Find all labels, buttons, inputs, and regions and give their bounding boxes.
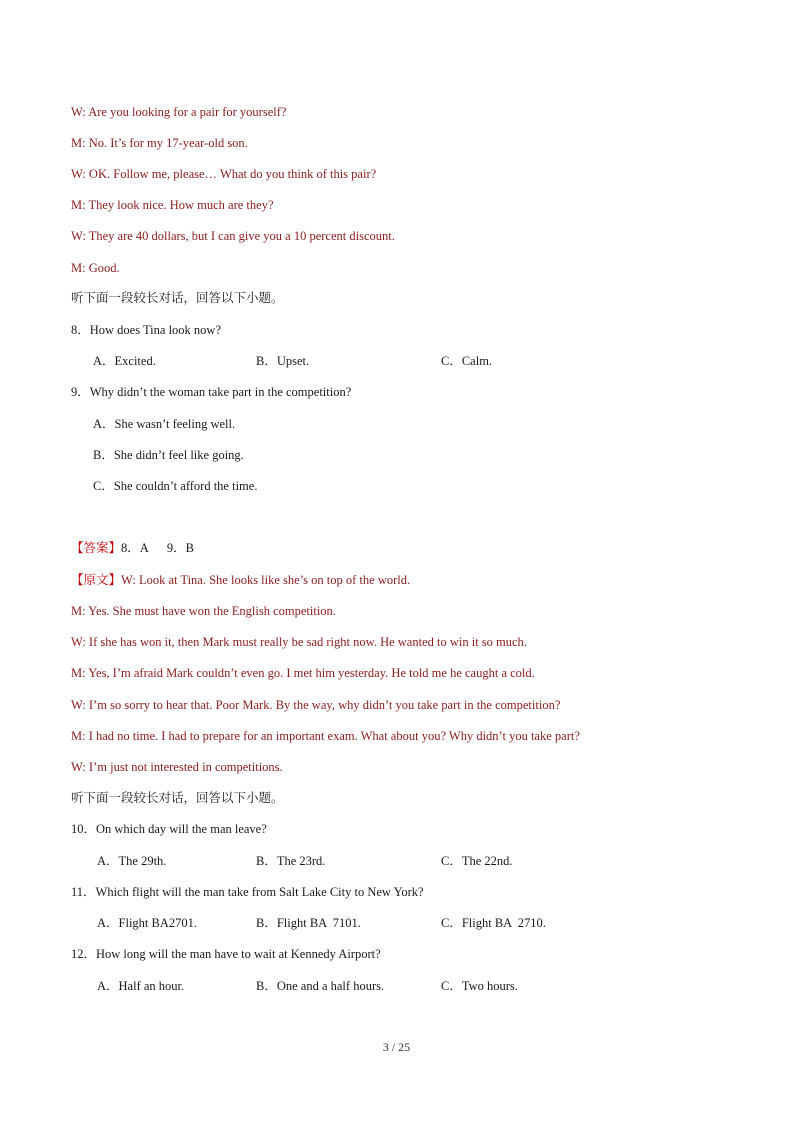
- transcript-first-line: [71, 572, 410, 588]
- q10-option-b: B．The 23rd.: [256, 854, 326, 868]
- dialogue-line: M: They look nice. How much are they?: [71, 198, 274, 212]
- transcript-line: M: Yes, I’m afraid Mark couldn’t even go. I met him yesterday. He told me he caught a cold.: [71, 666, 535, 680]
- section-instruction: 听下面一段较长对话，回答以下小题。: [71, 290, 284, 305]
- transcript-line: M: Yes. She must have won the English competition.: [71, 604, 336, 618]
- question-8: 8．How does Tina look now?: [71, 323, 222, 337]
- q12-option-a: A．Half an hour.: [97, 979, 185, 993]
- section-instruction: 听下面一段较长对话，回答以下小题。: [71, 790, 284, 805]
- q11-option-c: C．Flight BA 2710.: [441, 916, 546, 930]
- transcript-line: W: If she has won it, then Mark must really be sad right now. He wanted to win it so much.: [71, 635, 527, 649]
- transcript-line: M: I had no time. I had to prepare for an important exam. What about you? Why didn’t you take part?: [71, 729, 580, 743]
- dialogue-line: M: No. It’s for my 17-year-old son.: [71, 136, 248, 150]
- q12-option-c: C．Two hours.: [441, 979, 518, 993]
- q9-option-a: A．She wasn’t feeling well.: [93, 417, 236, 431]
- q10-option-a: A．The 29th.: [97, 854, 167, 868]
- answer-line: [71, 540, 194, 556]
- q9-option-c: C．She couldn’t afford the time.: [93, 479, 258, 493]
- transcript-line: W: I’m just not interested in competitions.: [71, 760, 283, 774]
- q10-option-c: C．The 22nd.: [441, 854, 513, 868]
- dialogue-line: W: They are 40 dollars, but I can give you a 10 percent discount.: [71, 229, 395, 243]
- page-number: 3 / 25: [382, 1040, 411, 1054]
- dialogue-line: W: OK. Follow me, please… What do you think of this pair?: [71, 167, 377, 181]
- answer-tag: 【答案】: [71, 540, 122, 555]
- q8-option-a: A．Excited.: [93, 354, 156, 368]
- question-10: 10．On which day will the man leave?: [71, 822, 267, 836]
- question-11: 11．Which flight will the man take from Salt Lake City to New York?: [71, 885, 424, 899]
- q12-option-b: B．One and a half hours.: [256, 979, 385, 993]
- transcript-line: W: I’m so sorry to hear that. Poor Mark. By the way, why didn’t you take part in the competition?: [71, 698, 561, 712]
- question-12: 12．How long will the man have to wait at Kennedy Airport?: [71, 947, 381, 961]
- q9-option-b: B．She didn’t feel like going.: [93, 448, 244, 462]
- dialogue-line: M: Good.: [71, 261, 120, 275]
- q8-option-b: B．Upset.: [256, 354, 310, 368]
- transcript-line: W: Look at Tina. She looks like she’s on top of the world.: [121, 573, 411, 587]
- q8-option-c: C．Calm.: [441, 354, 493, 368]
- dialogue-line: W: Are you looking for a pair for yourself?: [71, 105, 287, 119]
- q11-option-b: B．Flight BA 7101.: [256, 916, 361, 930]
- q11-option-a: A．Flight BA2701.: [97, 916, 198, 930]
- transcript-tag: 【原文】: [71, 572, 122, 587]
- question-9: 9．Why didn’t the woman take part in the competition?: [71, 385, 352, 399]
- answer-text: 8．A 9．B: [121, 541, 194, 555]
